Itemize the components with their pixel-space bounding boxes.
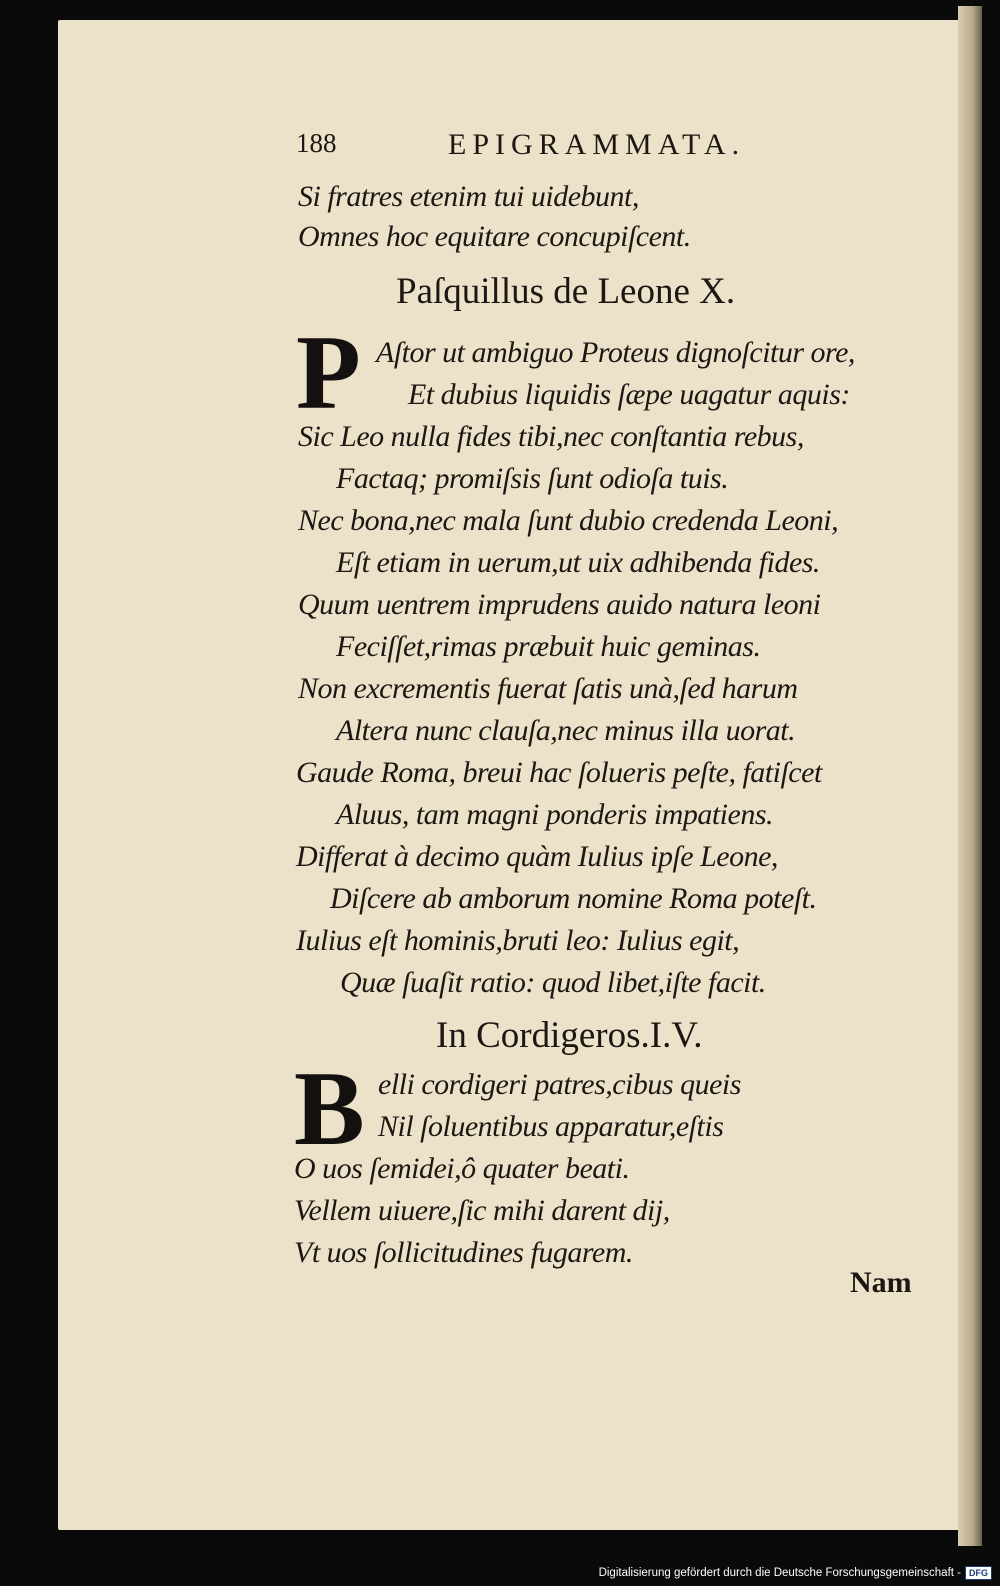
page-gutter	[958, 6, 982, 1546]
page-number: 188	[296, 128, 337, 158]
poem-title: In Cordigeros.I.V.	[436, 1015, 703, 1056]
verse-line: Vt uos ſollicitudines fugarem.	[294, 1236, 633, 1269]
poem-title: Paſquillus de Leone X.	[396, 271, 736, 312]
verse-line: Aluus, tam magni ponderis impatiens.	[336, 798, 773, 831]
verse-line: Gaude Roma, breui hac ſolueris peſte, fatiſcet	[296, 756, 822, 789]
verse-line: Quæ ſuaſit ratio: quod libet,iſte facit.	[340, 966, 766, 999]
credit-text: Digitalisierung gefördert durch die Deutsche Forschungsgemeinschaft -	[598, 1567, 961, 1579]
verse-line: O uos ſemidei,ô quater beati.	[294, 1152, 630, 1185]
verse-line: Iulius eſt hominis,bruti leo: Iulius egit,	[296, 924, 740, 957]
book-page	[58, 20, 970, 1530]
verse-line: Sic Leo nulla fides tibi,nec conſtantia rebus,	[298, 420, 804, 453]
verse-line: Non excrementis fuerat ſatis unà,ſed harum	[298, 672, 798, 705]
opening-line: Omnes hoc equitare concupiſcent.	[298, 220, 691, 253]
verse-line: Nil ſoluentibus apparatur,eſtis	[378, 1110, 724, 1143]
opening-line: Si fratres etenim tui uidebunt,	[298, 180, 639, 213]
page-text	[58, 20, 970, 1530]
verse-line: Et dubius liquidis ſæpe uagatur aquis:	[408, 378, 850, 411]
catchword: Nam	[850, 1266, 912, 1299]
verse-line: Aſtor ut ambiguo Proteus dignoſcitur ore,	[376, 336, 855, 369]
drop-cap: B	[294, 1050, 365, 1167]
verse-line: Differat à decimo quàm Iulius ipſe Leone,	[296, 840, 778, 873]
verse-line: Eſt etiam in uerum,ut uix adhibenda fides.	[336, 546, 820, 579]
verse-line: Diſcere ab amborum nomine Roma poteſt.	[330, 882, 817, 915]
verse-line: Quum uentrem imprudens auido natura leoni	[298, 588, 821, 621]
verse-line: Feciſſet,rimas præbuit huic geminas.	[336, 630, 761, 663]
verse-line: Altera nunc clauſa,nec minus illa uorat.	[336, 714, 796, 747]
verse-line: elli cordigeri patres,cibus queis	[378, 1068, 741, 1101]
running-title: EPIGRAMMATA.	[448, 128, 746, 161]
verse-line: Factaq; promiſsis ſunt odioſa tuis.	[336, 462, 729, 495]
verse-line: Nec bona,nec mala ſunt dubio credenda Leoni,	[298, 504, 839, 537]
drop-cap: P	[296, 314, 361, 431]
verse-line: Vellem uiuere,ſic mihi darent dij,	[294, 1194, 670, 1227]
digitization-credit	[599, 1562, 992, 1584]
dfg-logo: DFG	[965, 1566, 992, 1580]
